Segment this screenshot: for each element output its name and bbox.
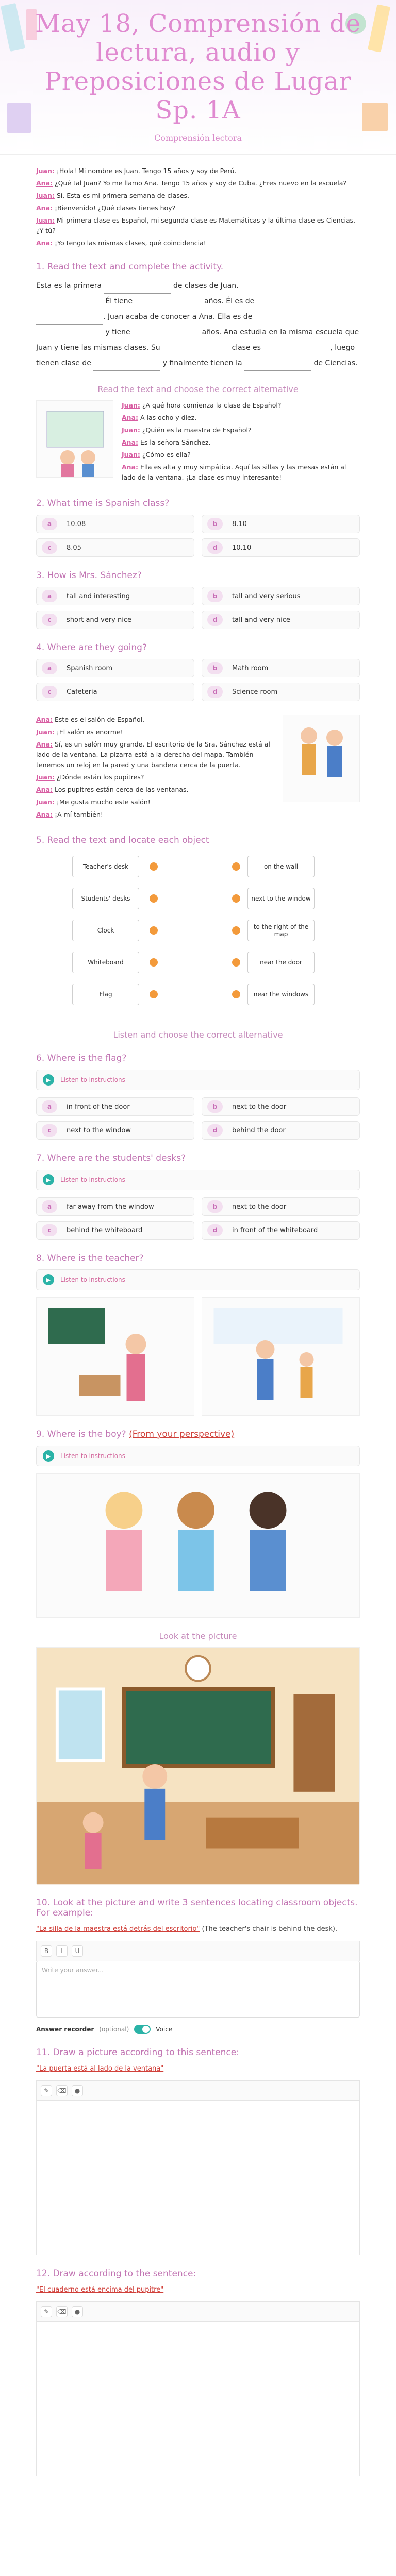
three-kids-illustration [36,1473,360,1618]
speaker-name: Juan: [36,728,55,736]
answer-option[interactable] [202,1097,360,1116]
match-right-item[interactable]: near the windows [248,984,315,1005]
dialog-text: Este es el salón de Español. [55,716,145,723]
blank-input[interactable] [133,331,200,340]
blank-input[interactable] [135,300,202,309]
option-letter: b [207,1200,223,1213]
match-connector[interactable] [150,990,158,998]
audio-player[interactable] [36,1446,360,1466]
speaker-name: Juan: [122,401,140,409]
teacher-illustration [36,400,113,478]
color-icon[interactable]: ● [72,2085,83,2096]
answer-option[interactable] [36,611,194,629]
play-icon[interactable]: ▶ [43,1274,54,1285]
dialog-line [122,462,360,483]
speaker-name: Ana: [36,179,53,187]
option-text: Math room [232,664,269,672]
answer-option[interactable] [36,1121,194,1140]
match-right-item[interactable]: near the door [248,952,315,973]
speaker-name: Juan: [122,426,140,434]
pencil-icon[interactable]: ✎ [41,2306,52,2317]
answer-option[interactable] [36,683,194,701]
question-title: 2. What time is Spanish class? [36,498,170,509]
answer-option[interactable] [36,1197,194,1216]
blank-input[interactable] [36,300,103,309]
option-text: next to the window [67,1126,131,1134]
audio-label: Listen to instructions [60,1452,125,1460]
perspective-note: (From your perspective) [129,1429,235,1439]
dialog-1 [0,166,396,248]
students-illustration [283,715,360,802]
example-sentence: "La silla de la maestra está detrás del escritorio" (The teacher's chair is behind the desk). [36,1925,338,1933]
pencil-icon [1,3,25,52]
dialog-text: ¡Yo tengo las mismas clases, qué coincidencia! [55,239,206,247]
question-12 [0,2268,396,2476]
option-text: Spanish room [67,664,113,672]
answer-textarea[interactable]: Write your answer... [36,1961,360,2018]
match-connector[interactable] [150,894,158,903]
dialog-line [36,203,360,213]
blank-input[interactable] [162,346,229,355]
blank-input[interactable] [36,331,103,340]
option-letter: d [207,1224,223,1236]
match-left-item[interactable]: Clock [72,920,139,941]
option-text: tall and very nice [232,616,290,624]
answer-option[interactable] [36,659,194,677]
section-title: Listen and choose the correct alternative [113,1030,283,1040]
audio-label: Listen to instructions [60,1276,125,1283]
dialog-text: ¡Bienvenido! ¿Qué clases tienes hoy? [55,204,176,212]
option-letter: a [42,518,57,530]
option-letter: d [207,541,223,554]
option-text: next to the door [232,1202,287,1211]
option-letter: d [207,686,223,698]
match-right-item[interactable]: next to the window [248,888,315,909]
blank-input[interactable] [244,362,311,371]
answer-option[interactable] [202,1121,360,1140]
match-connector[interactable] [232,862,240,871]
speaker-name: Ana: [36,204,53,212]
match-connector[interactable] [232,926,240,935]
question-title: 1. Read the text and complete the activity. [36,262,224,272]
option-letter: d [207,614,223,626]
fill-blank-text: Esta es la primera de clases de Juan. Él tiene años. Él es de . Juan acaba de conocer a Ana. Ella es de y tiene años. Ana estudia en la misma escuela que Juan y tiene las mismas clases. Su clase es , luego tienen clase de y finalmente tienen la de Ciencias. [36,278,360,371]
option-letter: c [42,1224,57,1236]
match-right-item[interactable]: on the wall [248,856,315,877]
speaker-name: Ana: [36,810,53,818]
dialog-text: A las ocho y diez. [140,414,197,421]
speaker-name: Ana: [36,786,53,793]
option-text: Cafeteria [67,688,97,696]
audio-player[interactable] [36,1170,360,1190]
audio-player[interactable] [36,1070,360,1090]
dialog-line [122,413,360,423]
dialog-text: ¿Qué tal Juan? Yo me llamo Ana. Tengo 15 años y soy de Cuba. ¿Eres nuevo en la escuela? [55,179,347,187]
answer-option[interactable] [202,1197,360,1216]
speaker-name: Juan: [36,798,55,806]
question-title: 3. How is Mrs. Sánchez? [36,570,142,581]
dialog-line [36,727,274,737]
option-text: far away from the window [67,1202,154,1211]
question-title: 9. Where is the boy? (From your perspective) [36,1429,235,1439]
question-1 [0,262,396,371]
bold-icon[interactable]: B [41,1945,52,1957]
voice-toggle[interactable] [134,2025,151,2034]
eraser-icon[interactable]: ⌫ [56,2085,68,2096]
match-left-item[interactable]: Whiteboard [72,952,139,973]
option-text: tall and interesting [67,592,130,600]
answer-option[interactable] [36,1221,194,1240]
dialog-line [36,809,274,820]
option-text: in front of the whiteboard [232,1226,318,1234]
dialog-text: ¿A qué hora comienza la clase de Español? [142,401,282,409]
question-7 [0,1153,396,1240]
option-text: next to the door [232,1103,287,1111]
question-10 [0,1897,396,2034]
dialog-line [36,166,360,176]
blank-input[interactable] [36,315,103,325]
draw-toolbar [36,2301,360,2321]
speaker-name: Ana: [122,414,139,421]
option-text: in front of the door [67,1103,130,1111]
eraser-icon[interactable]: ⌫ [56,2306,68,2317]
dialog-text: Sí, es un salón muy grande. El escritorio de la Sra. Sánchez está al lado de la ventana. La pizarra está a la derecha del mapa. También tenemos un reloj en la pared y una bandera cerca de la puerta. [36,740,270,769]
dialog-line [36,797,274,807]
dialog-line [122,437,360,448]
section-title: Look at the picture [159,1631,237,1641]
section-title: Read the text and choose the correct alternative [97,384,299,394]
answer-option[interactable] [36,1097,194,1116]
option-text: 10.10 [232,544,252,552]
dialog-line [36,739,274,770]
speaker-name: Juan: [36,216,55,224]
underline-icon[interactable]: U [72,1945,83,1957]
dialog-text: Sí. Esta es mi primera semana de clases. [56,192,190,199]
draw-sentence: "La puerta está al lado de la ventana" [36,2065,164,2073]
answer-option[interactable] [202,587,360,605]
question-title: 4. Where are they going? [36,642,147,653]
question-title: 6. Where is the flag? [36,1053,127,1063]
backpack-icon [362,103,388,131]
question-title: 7. Where are the students' desks? [36,1153,186,1163]
speaker-name: Ana: [36,716,53,723]
option-letter: a [42,590,57,602]
speaker-name: Ana: [36,740,53,748]
answer-option[interactable] [202,659,360,677]
option-letter: b [207,662,223,674]
speaker-name: Ana: [122,438,139,446]
option-letter: c [42,614,57,626]
speaker-name: Ana: [36,239,53,247]
pencil-icon [368,4,390,52]
blank-input[interactable] [93,362,160,371]
dialog-text: ¿Cómo es ella? [142,451,191,459]
draw-sentence: "El cuaderno está encima del pupitre" [36,2286,164,2294]
option-text: behind the whiteboard [67,1226,143,1234]
pencil-icon[interactable]: ✎ [41,2085,52,2096]
page-title: May 18, Comprensión de lectura, audio y Preposiciones de Lugar Sp. 1A [35,9,361,125]
speaker-name: Juan: [36,167,55,175]
question-title: 5. Read the text and locate each object [36,835,209,845]
match-connector[interactable] [150,862,158,871]
answer-image-option[interactable] [36,1297,194,1416]
blank-input[interactable] [263,346,330,355]
option-text: 10.08 [67,520,86,528]
answer-option[interactable] [36,538,194,557]
option-letter: c [42,541,57,554]
option-letter: b [207,1100,223,1113]
dialog-text: Los pupitres están cerca de las ventanas. [55,786,189,793]
color-icon[interactable]: ● [72,2306,83,2317]
question-title: 8. Where is the teacher? [36,1253,144,1263]
dialog-3 [0,715,396,822]
dialog-text: ¡El salón es enorme! [56,728,123,736]
italic-icon[interactable]: I [56,1945,68,1957]
answer-option[interactable] [202,1221,360,1240]
dialog-line [36,238,360,248]
dialog-text: Mi primera clase es Español, mi segunda clase es Matemáticas y la última clase es Ciencias. ¿Y tú? [36,216,356,234]
option-text: Science room [232,688,278,696]
option-letter: b [207,590,223,602]
audio-player[interactable] [36,1269,360,1290]
option-letter: c [42,1124,57,1137]
dialog-line [122,425,360,435]
editor-toolbar [36,1941,360,1961]
dialog-line [36,215,360,236]
drawing-canvas[interactable] [36,2321,360,2476]
answer-option[interactable] [36,515,194,533]
listening-section [0,1030,396,1040]
option-letter: b [207,518,223,530]
reading-2 [0,384,396,485]
dialog-line [36,715,274,725]
question-8 [0,1253,396,1416]
match-connector[interactable] [232,990,240,998]
speaker-name: Juan: [36,192,55,199]
dialog-line [122,400,360,411]
dialog-text: Es la señora Sánchez. [140,438,211,446]
dialog-text: Ella es alta y muy simpática. Aquí las sillas y las mesas están al lado de la ventana. ¡La clase es muy interesante! [122,463,346,481]
option-text: tall and very serious [232,592,301,600]
dialog-text: ¿Dónde están los pupitres? [56,773,144,781]
option-letter: d [207,1124,223,1137]
header-banner [0,0,396,155]
answer-image-option[interactable] [202,1297,360,1416]
question-2 [0,498,396,557]
picture-section [0,1631,396,1884]
play-icon[interactable]: ▶ [43,1450,54,1462]
question-4 [0,642,396,701]
answer-option[interactable] [202,515,360,533]
dialog-text: ¿Quién es la maestra de Español? [142,426,252,434]
speaker-name: Juan: [122,451,140,459]
question-5 [0,835,396,1016]
dialog-text: ¡Hola! Mi nombre es Juan. Tengo 15 años y soy de Perú. [56,167,237,175]
blank-input[interactable] [104,284,171,294]
dialog-text: ¡A mí también! [55,810,103,818]
dialog-line [36,785,274,795]
dialog-text: ¡Me gusta mucho este salón! [56,798,151,806]
option-letter: a [42,1200,57,1213]
option-text: 8.05 [67,544,81,552]
book-icon [7,103,31,133]
option-text: 8.10 [232,520,247,528]
dialog-line [122,450,360,460]
audio-label: Listen to instructions [60,1176,125,1183]
answer-option[interactable] [202,538,360,557]
match-left-item[interactable]: Flag [72,984,139,1005]
question-title: 11. Draw a picture according to this sentence: [36,2047,239,2058]
question-title: 10. Look at the picture and write 3 sentences locating classroom objects. For example: [36,1897,358,1918]
match-left-item[interactable]: Students' desks [72,888,139,909]
match-connector[interactable] [150,958,158,967]
answer-option[interactable] [202,683,360,701]
classroom-illustration [36,1647,360,1884]
reading-subtitle: Comprensión lectora [154,133,242,143]
audio-label: Listen to instructions [60,1076,125,1083]
option-letter: a [42,662,57,674]
match-connector[interactable] [232,894,240,903]
question-3 [0,570,396,629]
option-letter: c [42,686,57,698]
answer-option[interactable] [36,587,194,605]
question-9 [0,1429,396,1618]
speaker-name: Juan: [36,773,55,781]
option-text: short and very nice [67,616,131,624]
match-right-item[interactable]: to the right of the map [248,920,315,941]
question-title: 12. Draw according to the sentence: [36,2268,196,2279]
play-icon[interactable]: ▶ [43,1074,54,1086]
match-connector[interactable] [150,926,158,935]
question-11 [0,2047,396,2255]
match-connector[interactable] [232,958,240,967]
answer-option[interactable] [202,611,360,629]
dialog-line [36,191,360,201]
question-6 [0,1053,396,1140]
recorder-row: Answer recorder (optional) Voice [36,2026,173,2033]
drawing-canvas[interactable] [36,2100,360,2255]
option-letter: a [42,1100,57,1113]
play-icon[interactable]: ▶ [43,1174,54,1185]
dialog-line [36,178,360,189]
draw-toolbar [36,2080,360,2100]
dialog-line [36,772,274,783]
option-text: behind the door [232,1126,286,1134]
match-left-item[interactable]: Teacher's desk [72,856,139,877]
speaker-name: Ana: [122,463,139,471]
